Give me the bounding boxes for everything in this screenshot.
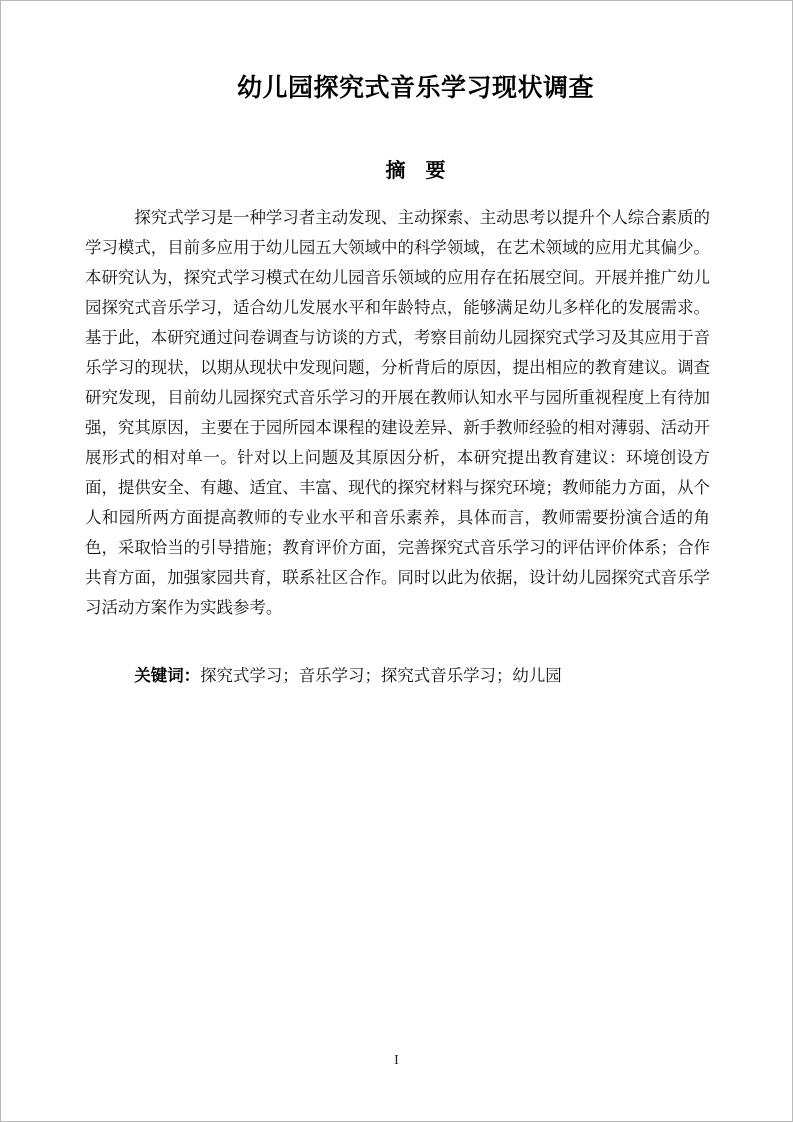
abstract-heading: 摘 要 (385, 160, 446, 182)
page-number: I (394, 1053, 399, 1068)
keywords-line (85, 661, 710, 691)
abstract-paragraph: 探究式学习是一种学习者主动发现、主动探索、主动思考以提升个人综合素质的学习模式，目前多应用于幼儿园五大领域中的科学领域，在艺术领域的应用尤其偏少。本研究认为，探究式学习模式在幼儿园音乐领域的应用存在拓展空间。开展并推广幼儿园探究式音乐学习，适合幼儿发展水平和年龄特点，能够满足幼儿多样化的发展需求。基于此，本研究通过问卷调查与访谈的方式，考察目前幼儿园探究式学习及其应用于音乐学习的现状，以期从现状中发现问题，分析背后的原因，提出相应的教育建议。调查研究发现，目前幼儿园探究式音乐学习的开展在教师认知水平与园所重视程度上有待加强，究其原因，主要在于园所园本课程的建设差异、新手教师经验的相对薄弱、活动开展形式的相对单一。针对以上问题及其原因分析，本研究提出教育建议：环境创设方面，提供安全、有趣、适宜、丰富、现代的探究材料与探究环境；教师能力方面，从个人和园所两方面提高教师的专业水平和音乐素养，具体而言，教师需要扮演合适的角色，采取恰当的引导措施；教育评价方面，完善探究式音乐学习的评估评价体系；合作共育方面，加强家园共育，联系社区合作。同时以此为依据，设计幼儿园探究式音乐学习活动方案作为实践参考。 (85, 208, 710, 617)
keywords-label: 关键词： (134, 667, 201, 685)
document-title: 幼儿园探究式音乐学习现状调查 (236, 74, 594, 102)
keywords-text: 探究式学习；音乐学习；探究式音乐学习；幼儿园 (200, 666, 562, 685)
